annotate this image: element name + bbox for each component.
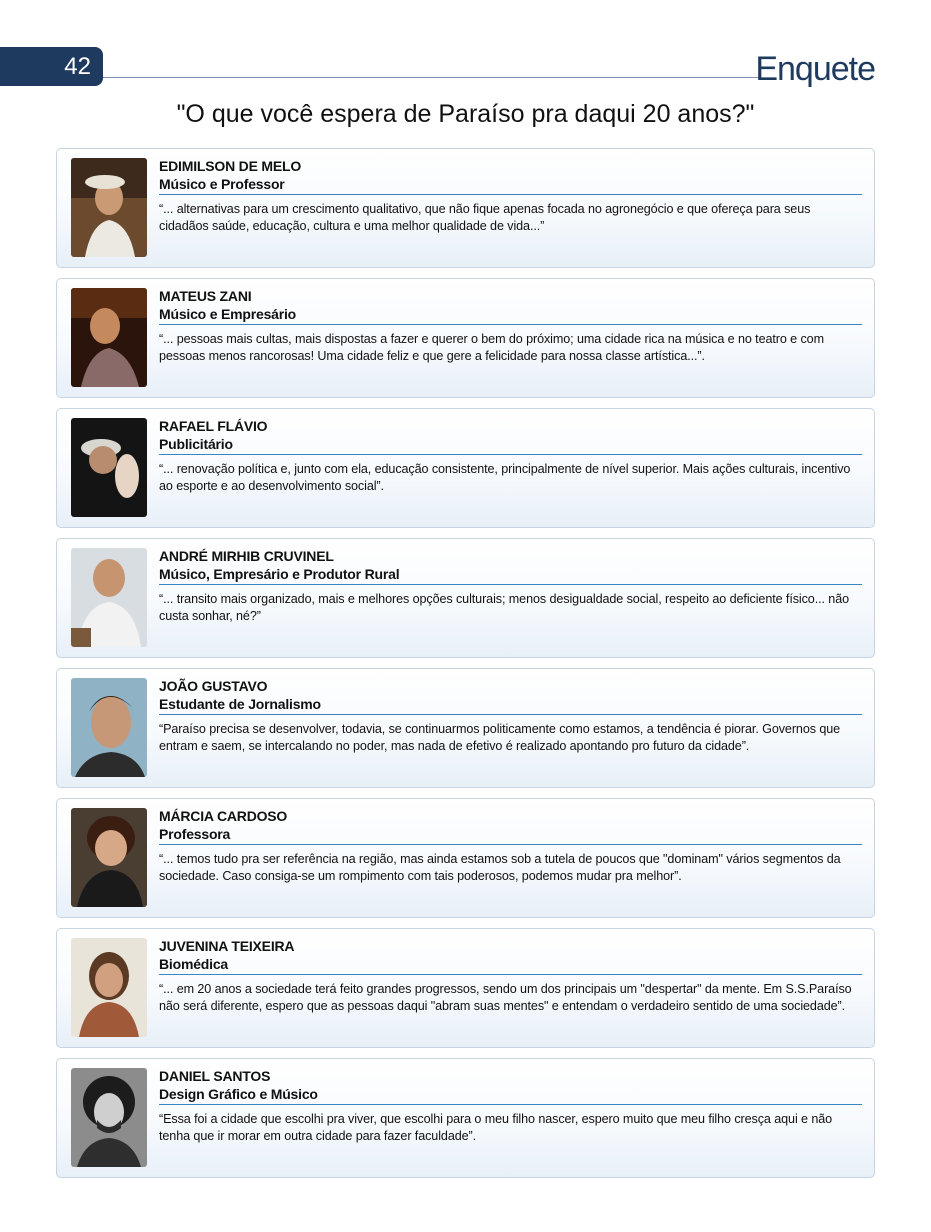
person-name: EDIMILSON DE MELO (159, 158, 302, 174)
person-photo (71, 418, 147, 517)
person-photo (71, 288, 147, 387)
person-photo (71, 938, 147, 1037)
response-card (56, 1058, 875, 1178)
divider (159, 714, 862, 715)
person-name: ANDRÉ MIRHIB CRUVINEL (159, 548, 334, 564)
divider (159, 454, 862, 455)
person-quote: “... transito mais organizado, mais e melhores opções culturais; menos desigualdade social, respeito ao deficiente físico... não custa sonhar, né?” (159, 592, 850, 623)
person-role: Design Gráfico e Músico (159, 1086, 318, 1102)
person-name: RAFAEL FLÁVIO (159, 418, 268, 434)
person-role: Biomédica (159, 956, 228, 972)
person-quote: “... em 20 anos a sociedade terá feito grandes progressos, sendo um dos principais um "despertar" da mente. Em S.S.Paraíso não será diferente, espero que as pessoas daqui "abram suas mentes" e entendam o verdadeiro sentido de uma sociedade”. (159, 982, 852, 1013)
response-card (56, 928, 875, 1048)
response-card (56, 278, 875, 398)
person-quote: “... temos tudo pra ser referência na região, mas ainda estamos sob a tutela de poucos que "dominam" vários segmentos da sociedade. Caso consiga-se um rompimento com tais poderosos, podemos mudar pra melhor”. (159, 852, 841, 883)
person-name: JUVENINA TEIXEIRA (159, 938, 295, 954)
divider (159, 324, 862, 325)
person-role: Músico e Empresário (159, 306, 297, 322)
person-role: Músico e Professor (159, 176, 285, 192)
person-photo (71, 808, 147, 907)
section-title: Enquete (755, 50, 875, 88)
person-name: MÁRCIA CARDOSO (159, 808, 288, 824)
person-role: Estudante de Jornalismo (159, 696, 321, 712)
page-number-tab (0, 47, 103, 86)
divider (159, 1104, 862, 1105)
header-rule (103, 77, 760, 78)
person-quote: “... alternativas para um crescimento qualitativo, que não fique apenas focada no agronegócio e que ofereça para seus cidadãos saúde, educação, cultura e uma melhor qualidade de vida...” (159, 202, 811, 233)
responses-list (56, 148, 875, 1188)
survey-question: "O que você espera de Paraíso pra daqui 20 anos?" (176, 100, 755, 128)
response-card (56, 668, 875, 788)
person-role: Músico, Empresário e Produtor Rural (159, 566, 400, 582)
response-card (56, 148, 875, 268)
person-role: Publicitário (159, 436, 233, 452)
response-card (56, 408, 875, 528)
divider (159, 584, 862, 585)
person-name: DANIEL SANTOS (159, 1068, 271, 1084)
person-photo (71, 678, 147, 777)
person-name: MATEUS ZANI (159, 288, 252, 304)
person-photo (71, 1068, 147, 1167)
person-role: Professora (159, 826, 231, 842)
divider (159, 974, 862, 975)
divider (159, 194, 862, 195)
divider (159, 844, 862, 845)
response-card (56, 798, 875, 918)
response-card (56, 538, 875, 658)
page-number: 42 (64, 52, 91, 80)
person-quote: “... pessoas mais cultas, mais dispostas a fazer e querer o bem do próximo; uma cidade rica na música e no teatro e com pessoas menos rancorosas! Uma cidade feliz e que gere a felicidade para nossa classe artística...”. (159, 332, 824, 363)
person-photo (71, 548, 147, 647)
person-quote: “... renovação política e, junto com ela, educação consistente, principalmente de nível superior. Mais ações culturais, incentivo ao esporte e ao desenvolvimento social”. (159, 462, 851, 493)
person-quote: “Paraíso precisa se desenvolver, todavia, se continuarmos politicamente como estamos, a tendência é piorar. Governos que entram e saem, se intercalando no poder, mas nada de efetivo é realizado apontando pro futuro da cidade”. (159, 722, 841, 753)
person-name: JOÃO GUSTAVO (159, 678, 268, 694)
person-photo (71, 158, 147, 257)
person-quote: “Essa foi a cidade que escolhi pra viver, que escolhi para o meu filho nascer, espero muito que meu filho cresça aqui e não tenha que ir morar em outra cidade para fazer faculdade”. (159, 1112, 833, 1143)
